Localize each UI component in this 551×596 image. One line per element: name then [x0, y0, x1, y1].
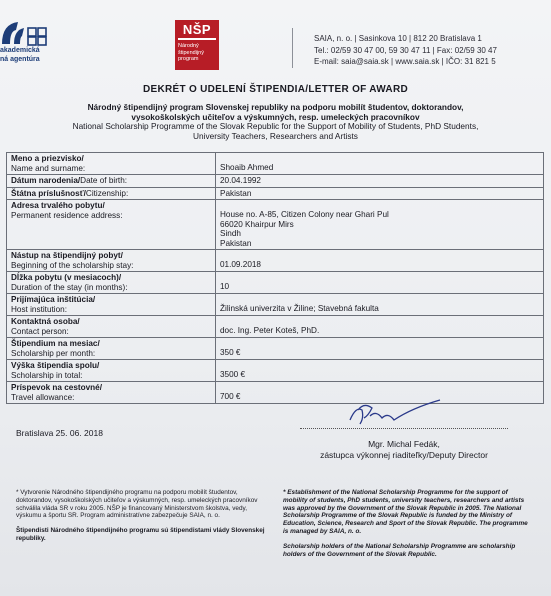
subtitle-sk: Národný štipendijný program Slovenskej republiky na podporu mobilít študentov, doktorandov, vysokoškolských učiteľov a výskumných, resp. umeleckých pracovníkov — [87, 102, 464, 122]
award-row — [7, 250, 544, 272]
award-value: Pakistan — [216, 187, 544, 200]
award-row — [7, 338, 544, 360]
award-label-en: Date of birth: — [80, 176, 128, 185]
footnote-slovak — [16, 489, 266, 543]
award-value: 01.09.2018 — [216, 250, 544, 272]
award-label — [7, 382, 216, 404]
award-value: House no. A-85, Citizen Colony near Ghari Pul 66020 Khairpur Mirs Sindh Pakistan — [216, 200, 544, 250]
place-date: Bratislava 25. 06. 2018 — [16, 428, 103, 438]
award-label — [7, 153, 216, 175]
signer-role: zástupca výkonnej riaditeľky/Deputy Director — [320, 450, 488, 460]
award-label — [7, 338, 216, 360]
award-label-en: Permanent residence address: — [11, 210, 123, 220]
award-label — [7, 250, 216, 272]
footnote-en-2: Scholarship holders of the National Scholarship Programme are scholarship holders of the Government of the Slovak Republic. — [283, 542, 516, 558]
footnote-english — [283, 489, 533, 558]
award-row — [7, 272, 544, 294]
award-label-en: Duration of the stay (in months): — [11, 282, 128, 292]
award-value: 20.04.1992 — [216, 175, 544, 188]
saia-org-text — [0, 46, 40, 64]
award-row — [7, 316, 544, 338]
award-value: doc. Ing. Peter Koteš, PhD. — [216, 316, 544, 338]
contact-web: E-mail: saia@saia.sk | www.saia.sk | IČO: 31 821 5 — [314, 57, 496, 66]
award-row — [7, 360, 544, 382]
award-label-en: Scholarship in total: — [11, 370, 83, 380]
award-label-sk: Prijímajúca inštitúcia/ — [11, 295, 96, 304]
award-label-en: Travel allowance: — [11, 392, 75, 402]
nsp-logo-text — [178, 43, 204, 63]
award-label-sk: Dátum narodenia/ — [11, 176, 81, 185]
nsp-logo-abbr: NŠP — [182, 22, 212, 37]
award-label — [7, 272, 216, 294]
award-row — [7, 175, 544, 188]
contact-block — [314, 33, 497, 68]
signer-block — [300, 439, 508, 461]
saia-org-line: akademická — [0, 47, 40, 54]
award-label-sk: Kontaktná osoba/ — [11, 317, 80, 326]
signature — [342, 398, 446, 430]
award-label-sk: Adresa trvalého pobytu/ — [11, 201, 105, 210]
footnote-en-1: * Establishment of the National Scholarship Programme for the support of mobility of students, PhD students, university teachers, researchers and artists was approved by the Government of the Slovak Republic in 2005. The National Scholarship Programme of the Slovak Republic is funded by the Ministry of Education, Science, Research and Sport of the Slovak Republic. The programme is managed by SAIA, n. o. — [283, 489, 528, 535]
award-label-sk: Dĺžka pobytu (v mesiacoch)/ — [11, 273, 122, 282]
award-table — [6, 152, 544, 404]
award-value: 3500 € — [216, 360, 544, 382]
award-label — [7, 294, 216, 316]
award-label-sk: Príspevok na cestovné/ — [11, 383, 103, 392]
award-label — [7, 360, 216, 382]
document-subtitle — [0, 103, 551, 141]
nsp-logo-stripe — [178, 38, 216, 40]
award-row — [7, 382, 544, 404]
footnote-sk-1: * Vytvorenie Národného štipendijného programu na podporu mobilít študentov, doktorandov, vysokoškolských učiteľov a výskumných, resp. umeleckých pracovníkov schválila vláda SR v roku 2005. NŠP je financovaný Ministerstvom školstva, vedy, výskumu a športu SR. Program administratívne zabezpečuje SAIA, n. o. — [16, 489, 258, 520]
award-label-en: Scholarship per month: — [11, 348, 96, 358]
header-divider — [292, 28, 293, 68]
saia-org-line: ná agentúra — [0, 56, 40, 63]
award-label — [7, 316, 216, 338]
award-label-en: Beginning of the scholarship stay: — [11, 260, 134, 270]
award-label-en: Host institution: — [11, 304, 67, 314]
contact-address: SAIA, n. o. | Sasinkova 10 | 812 20 Bratislava 1 — [314, 34, 482, 43]
award-value: 700 € — [216, 382, 544, 404]
award-row — [7, 187, 544, 200]
award-row — [7, 200, 544, 250]
award-value: 350 € — [216, 338, 544, 360]
award-label-en: Contact person: — [11, 326, 69, 336]
award-label-sk: Štipendium na mesiac/ — [11, 339, 100, 348]
subtitle-en: National Scholarship Programme of the Slovak Republic for the Support of Mobility of Students, PhD Students, University Teachers, Researchers and Artists — [72, 121, 479, 141]
award-value: 10 — [216, 272, 544, 294]
award-label-sk: Výška štipendia spolu/ — [11, 361, 100, 370]
award-value: Shoaib Ahmed — [216, 153, 544, 175]
nsp-logo-line: Národný — [178, 43, 199, 49]
award-label — [7, 187, 216, 200]
award-label-en: Citizenship: — [85, 188, 129, 198]
signer-name: Mgr. Michal Fedák, — [368, 439, 440, 449]
award-label-en: Name and surname: — [11, 163, 86, 173]
nsp-logo-line: program — [178, 56, 199, 62]
award-label-sk: Meno a priezvisko/ — [11, 154, 84, 163]
signature-line — [300, 428, 508, 429]
award-label — [7, 175, 216, 188]
award-label-sk: Štátna príslušnosť/ — [11, 188, 86, 198]
award-value: Žilinská univerzita v Žiline; Stavebná fakulta — [216, 294, 544, 316]
award-label — [7, 200, 216, 250]
footnote-sk-2: Štipendisti Národného štipendijného programu sú štipendistami vlády Slovenskej republiky. — [16, 527, 265, 542]
contact-phone: Tel.: 02/59 30 47 00, 59 30 47 11 | Fax: 02/59 30 47 — [314, 45, 497, 55]
document-title: DEKRÉT O UDELENÍ ŠTIPENDIA/LETTER OF AWARD — [142, 84, 409, 95]
nsp-logo — [175, 20, 219, 70]
award-row — [7, 153, 544, 175]
nsp-logo-line: štipendijný — [178, 49, 204, 56]
award-row — [7, 294, 544, 316]
award-label-sk: Nástup na štipendijný pobyt/ — [11, 251, 123, 260]
